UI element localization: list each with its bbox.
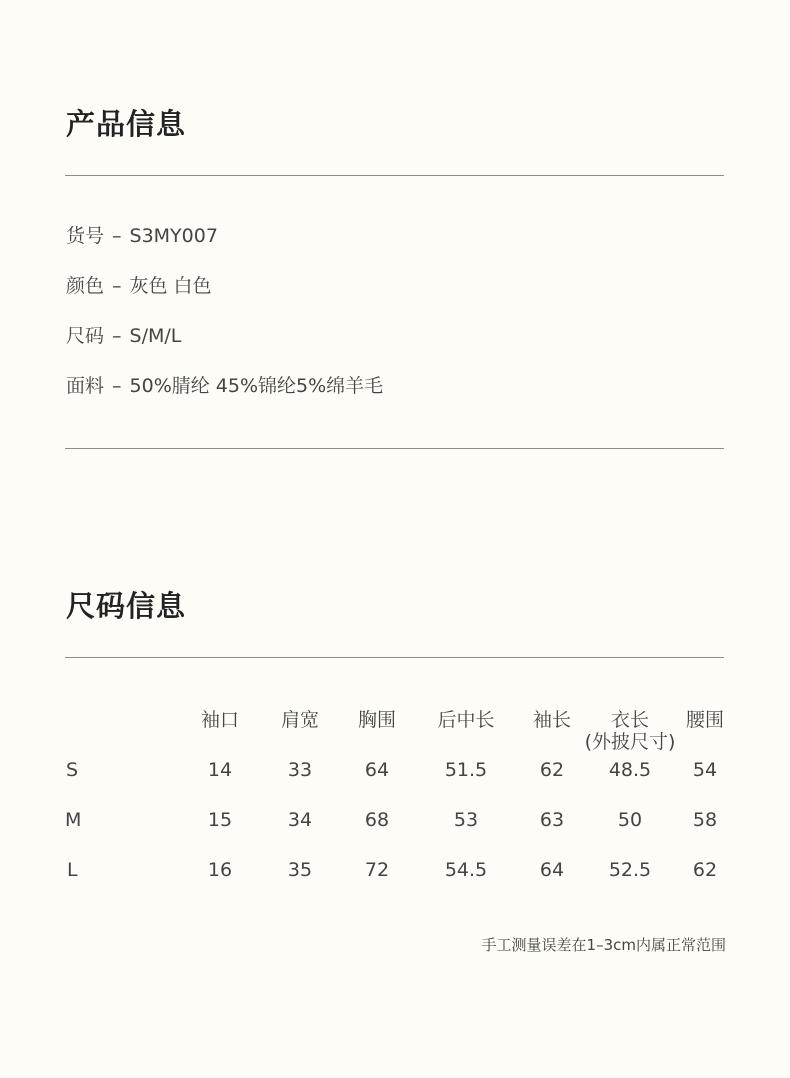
table-cell: 51.5 [444, 759, 488, 781]
table-cell: 33 [287, 759, 313, 781]
table-cell: 62 [539, 759, 565, 781]
table-cell: 63 [539, 809, 565, 831]
header-length: 衣长 [610, 709, 650, 731]
table-cell: 53 [453, 809, 479, 831]
table-cell: 15 [207, 809, 233, 831]
info-separator: – [112, 275, 122, 297]
info-separator: – [112, 325, 122, 347]
info-item-color [66, 277, 212, 296]
table-cell: 48.5 [608, 759, 652, 781]
info-value: S/M/L [129, 325, 182, 347]
size-info-title: 尺码信息 [66, 589, 187, 623]
header-length-note: (外披尺寸) [584, 731, 676, 753]
table-cell: 16 [207, 859, 233, 881]
table-cell: 72 [364, 859, 390, 881]
header-waist: 腰围 [685, 709, 725, 731]
header-cuff: 袖口 [200, 709, 240, 731]
row-size-l: L [67, 859, 78, 881]
header-back-length: 后中长 [437, 709, 495, 731]
divider [65, 175, 724, 176]
table-cell: 50 [617, 809, 643, 831]
table-cell: 14 [207, 759, 233, 781]
product-info-title: 产品信息 [66, 107, 187, 141]
table-cell: 68 [364, 809, 390, 831]
table-cell: 64 [364, 759, 390, 781]
info-separator: – [112, 375, 122, 397]
divider [65, 448, 724, 449]
row-size-m: M [65, 809, 82, 831]
table-cell: 52.5 [608, 859, 652, 881]
table-cell: 54 [692, 759, 718, 781]
table-cell: 35 [287, 859, 313, 881]
table-cell: 34 [287, 809, 313, 831]
info-label: 尺码 [66, 325, 105, 347]
info-label: 面料 [66, 375, 105, 397]
header-shoulder: 肩宽 [280, 709, 320, 731]
info-label: 颜色 [66, 275, 105, 297]
info-value: 50%腈纶 45%锦纶5%绵羊毛 [129, 375, 384, 397]
info-value: 灰色 白色 [129, 275, 212, 297]
info-item-fabric [66, 377, 383, 396]
header-chest: 胸围 [357, 709, 397, 731]
table-cell: 62 [692, 859, 718, 881]
info-item-sku [66, 227, 218, 246]
row-size-s: S [66, 759, 79, 781]
header-sleeve: 袖长 [532, 709, 572, 731]
info-value: S3MY007 [129, 225, 218, 247]
divider [65, 657, 724, 658]
info-separator: – [112, 225, 122, 247]
table-cell: 58 [692, 809, 718, 831]
table-cell: 64 [539, 859, 565, 881]
measurement-note: 手工测量误差在1–3cm内属正常范围 [481, 936, 726, 954]
table-cell: 54.5 [444, 859, 488, 881]
info-item-size [66, 327, 181, 346]
info-label: 货号 [66, 225, 105, 247]
